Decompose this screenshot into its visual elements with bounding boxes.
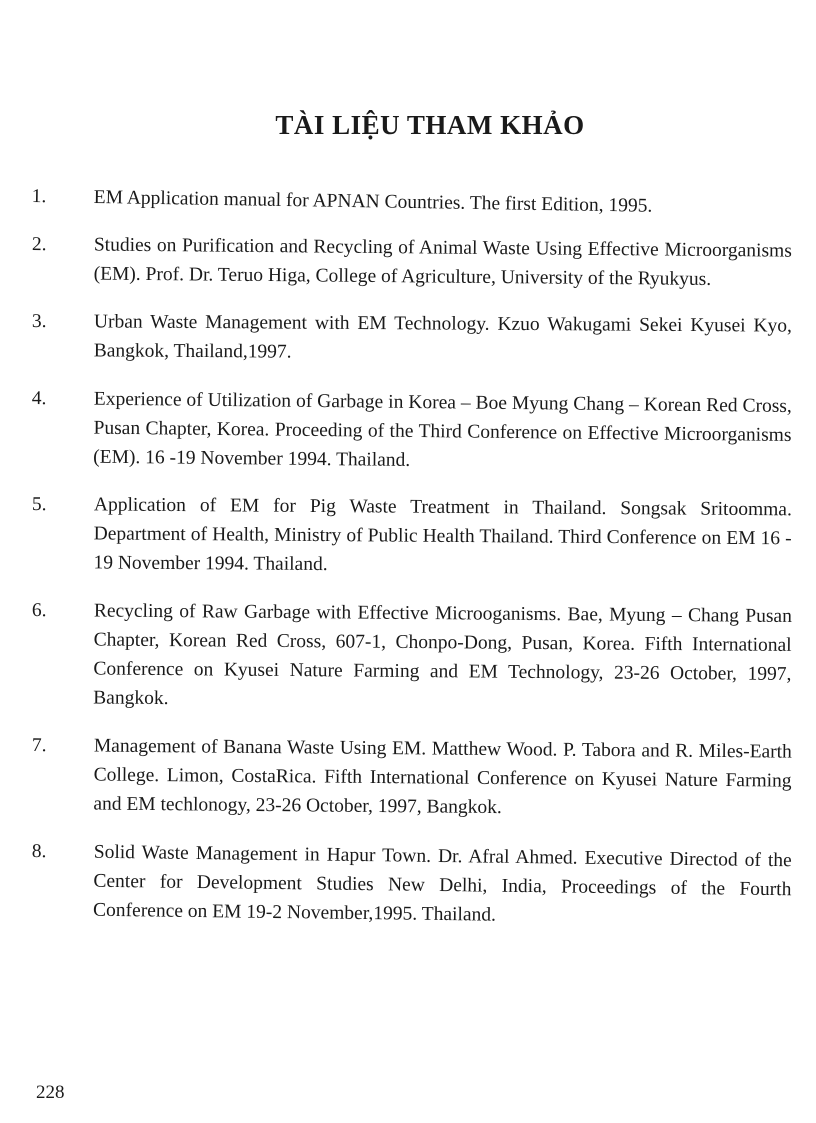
reference-item — [31, 837, 792, 933]
reference-number: 2. — [31, 233, 47, 256]
reference-number: 1. — [31, 185, 47, 208]
reference-number: 5. — [31, 493, 47, 516]
reference-item — [32, 307, 792, 370]
reference-list — [32, 182, 792, 943]
reference-number: 4. — [31, 387, 47, 410]
reference-text: EM Application manual for APNAN Countries. The first Edition, 1995. — [93, 186, 653, 217]
reference-item — [31, 596, 792, 718]
reference-number: 6. — [31, 599, 47, 622]
reference-text: Application of EM for Pig Waste Treatment in Thailand. Songsak Sritoomma. Department of Health, Ministry of Public Health Thailand. Third Conference on EM 16 - 19 November 1994. Thailand. — [93, 494, 792, 576]
reference-item — [31, 384, 792, 479]
reference-number: 7. — [31, 734, 47, 757]
page-number: 228 — [36, 1082, 65, 1103]
reference-item — [31, 490, 792, 582]
reference-number: 3. — [31, 310, 47, 333]
reference-item — [31, 230, 791, 295]
page-title: TÀI LIỆU THAM KHẢO — [275, 110, 585, 141]
reference-item — [31, 731, 792, 825]
reference-text: Management of Banana Waste Using EM. Matthew Wood. P. Tabora and R. Miles-Earth College. Limon, CostaRica. Fifth International Conference on Kyusei Nature Farming and EM techlonogy, 23-26 October, 1997, Bangkok. — [93, 735, 792, 819]
reference-text: Solid Waste Management in Hapur Town. Dr. Afral Ahmed. Executive Directod of the Center for Development Studies New Delhi, India, Proceedings of the Fourth Conference on EM 19-2 November,1995. Thailand. — [92, 841, 792, 926]
reference-text: Recycling of Raw Garbage with Effective Microoganisms. Bae, Myung – Chang Pusan Chapter, Korean Red Cross, 607-1, Chonpo-Dong, Pusan, Korea. Fifth International Conference on Kyusei Nature Farming and EM Technology, 23-26 October, 1997, Bangkok. — [93, 600, 792, 710]
reference-text: Studies on Purification and Recycling of Animal Waste Using Effective Microorganisms (EM). Prof. Dr. Teruo Higa, College of Agriculture, University of the Ryukyus. — [93, 234, 792, 290]
reference-text: Urban Waste Management with EM Technology. Kzuo Wakugami Sekei Kyusei Kyo, Bangkok, Thailand,1997. — [93, 311, 792, 363]
reference-item — [32, 182, 792, 223]
reference-number: 8. — [31, 840, 47, 863]
reference-text: Experience of Utilization of Garbage in Korea – Boe Myung Chang – Korean Red Cross, Pusan Chapter, Korea. Proceeding of the Third Conference on Effective Microorganisms (EM). 16 -19 November 1994. Thailand. — [93, 388, 792, 471]
